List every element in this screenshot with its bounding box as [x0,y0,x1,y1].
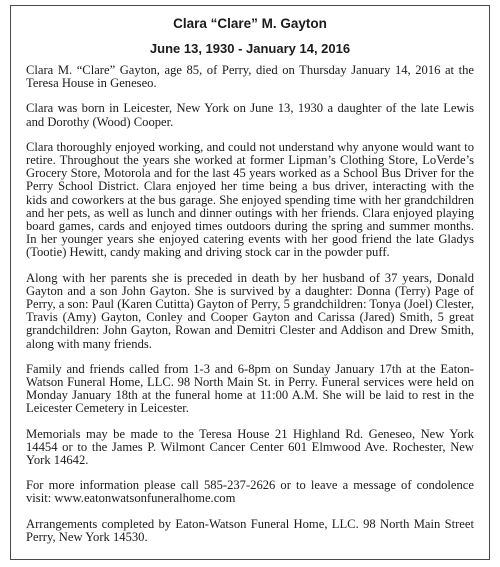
paragraph-arrangements: Arrangements completed by Eaton-Watson Funeral Home, LLC. 98 North Main Street Perry, New York 14530. [26,516,474,544]
paragraph-life-story: Clara thoroughly enjoyed working, and could not understand why anyone would want to retire. Throughout the years she worked at former Lipman’s Clothing Store, LoVerde’s Grocery Store, Motorola and for the last 45 years worked as a School Bus Driver for the Perry School District. Clara enjoyed her time being a bus driver, interacting with the kids and coworkers at the bus garage. She enjoyed spending time with her grandchildren and her pets, as well as lunch and dinner outings with her friends. Clara enjoyed playing board games, cards and enjoyed times outdoors during the spring and summer months. In her younger years she enjoyed catering events with her good friend the late Gladys (Tootie) Hewitt, candy making and driving stock car in the powder puff. [26,139,474,260]
paragraph-services: Family and friends called from 1-3 and 6-8pm on Sunday January 17th at the Eaton-Watson Funeral Home, LLC. 98 North Main St. in Perry. Funeral services were held on Monday January 18th at the funeral home at 11:00 A.M. She will be laid to rest in the Leicester Cemetery in Leicester. [26,361,474,416]
paragraph-death-notice: Clara M. “Clare” Gayton, age 85, of Perry, died on Thursday January 14, 2016 at the Teresa House in Geneseo. [26,63,474,91]
obituary-name-heading: Clara “Clare” M. Gayton [173,16,327,31]
paragraph-contact-info: For more information please call 585-237-2626 or to leave a message of condolence visit: www.eatonwatsonfuneralhome.com [26,478,474,506]
obituary-frame [10,5,490,560]
paragraph-memorials: Memorials may be made to the Teresa House 21 Highland Rd. Geneseo, New York 14454 or to the James P. Wilmont Cancer Center 601 Elmwood Ave. Rochester, New York 14642. [26,426,474,468]
obituary-dates-heading: June 13, 1930 - January 14, 2016 [149,41,351,56]
paragraph-family: Along with her parents she is preceded in death by her husband of 37 years, Donald Gayton and a son John Gayton. She is survived by a daughter: Donna (Terry) Page of Perry, a son: Paul (Karen Cutitta) Gayton of Perry, 5 grandchildren: Tonya (Joel) Clester, Travis (Amy) Gayton, Conley and Cooper Gayton and Carissa (Jared) Smith, 5 great grandchildren: John Gayton, Rowan and Demitri Clester and Addison and Drew Smith, along with many friends. [26,270,474,351]
paragraph-birth: Clara was born in Leicester, New York on June 13, 1930 a daughter of the late Lewis and Dorothy (Wood) Cooper. [26,101,474,129]
